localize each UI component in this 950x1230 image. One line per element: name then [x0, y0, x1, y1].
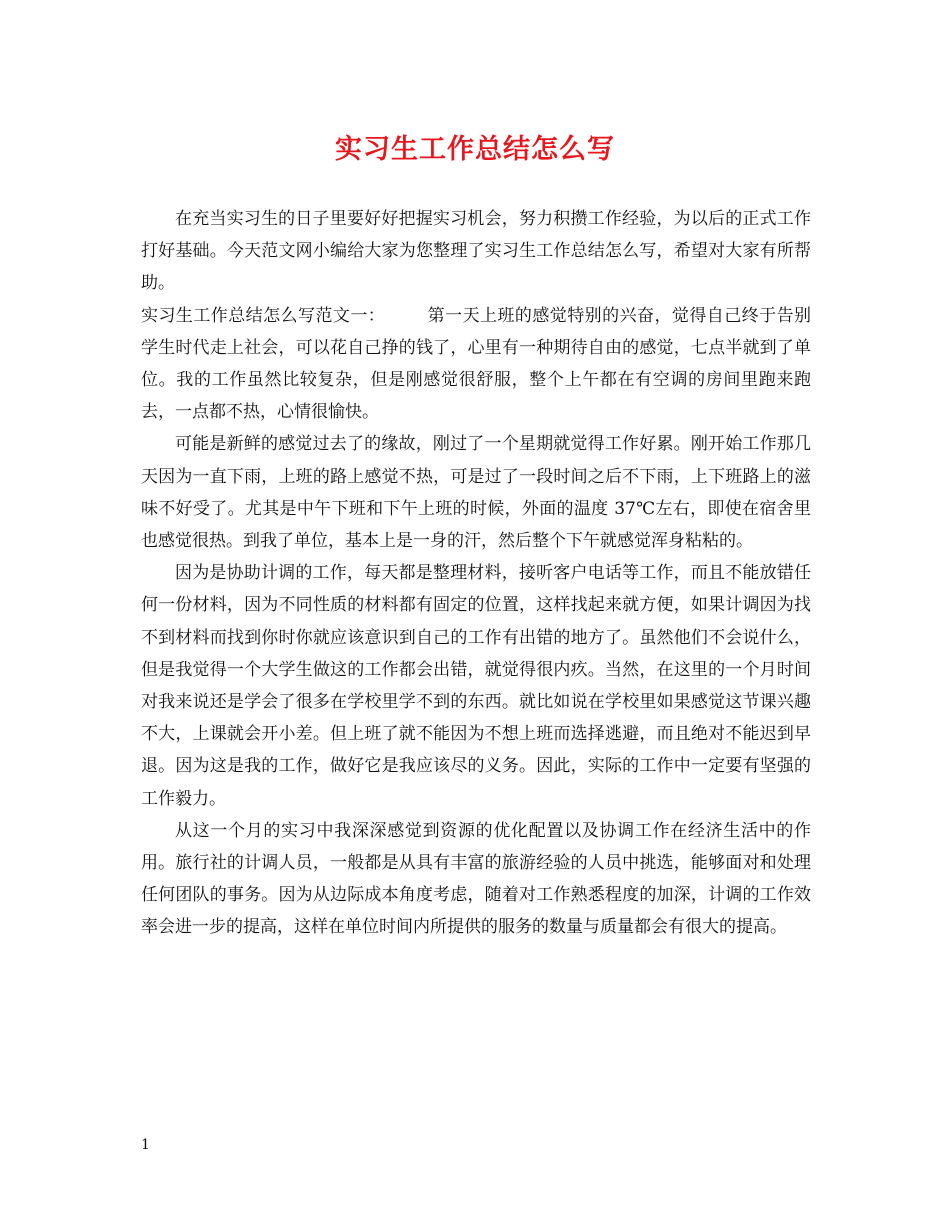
section-heading: 实习生工作总结怎么写范文一：: [141, 305, 386, 326]
intro-paragraph: 在充当实习生的日子里要好好把握实习机会，努力积攒工作经验，为以后的正式工作打好基础。今天范文网小编给大家为您整理了实习生工作总结怎么写，希望对大家有所帮助。: [141, 209, 811, 294]
section-paragraph: [141, 300, 811, 429]
body-paragraph: 从这一个月的实习中我深深感觉到资源的优化配置以及协调工作在经济生活中的作用。旅行社的计调人员，一般都是从具有丰富的旅游经验的人员中挑选，能够面对和处理任何团队的事务。因为从边际成本角度考虑，随着对工作熟悉程度的加深，计调的工作效率会进一步的提高，这样在单位时间内所提供的服务的数量与质量都会有很大的提高。: [141, 820, 811, 938]
document-title: 实习生工作总结怎么写: [335, 134, 615, 165]
body-paragraph: 可能是新鲜的感觉过去了的缘故，刚过了一个星期就觉得工作好累。刚开始工作那几天因为一直下雨，上班的路上感觉不热，可是过了一段时间之后不下雨，上下班路上的滋味不好受了。尤其是中午下班和下午上班的时候，外面的温度 37℃左右，即使在宿舍里也感觉很热。到我了单位，基本上是一身的汗，然后整个下午就感觉浑身粘粘的。: [141, 434, 811, 552]
page-number: 1: [141, 1137, 150, 1153]
body-paragraph: 因为是协助计调的工作，每天都是整理材料，接听客户电话等工作，而且不能放错任何一份材料，因为不同性质的材料都有固定的位置，这样找起来就方便，如果计调因为找不到材料而找到你时你就应该意识到自己的工作有出错的地方了。虽然他们不会说什么，但是我觉得一个大学生做这的工作都会出错，就觉得很内疚。当然，在这里的一个月时间对我来说还是学会了很多在学校里学不到的东西。就比如说在学校里如果感觉这节课兴趣不大，上课就会开小差。但上班了就不能因为不想上班而选择逃避，而且绝对不能迟到早退。因为这是我的工作，做好它是我应该尽的义务。因此，实际的工作中一定要有坚强的工作毅力。: [141, 563, 811, 809]
section-first-paragraph: 第一天上班的感觉特别的兴奋，觉得自己终于告别学生时代走上社会，可以花自己挣的钱了，心里有一种期待自由的感觉，七点半就到了单位。我的工作虽然比较复杂，但是刚感觉很舒服，整个上午都在有空调的房间里跑来跑去，一点都不热，心情很愉快。: [141, 305, 812, 423]
document-body: [141, 203, 811, 944]
